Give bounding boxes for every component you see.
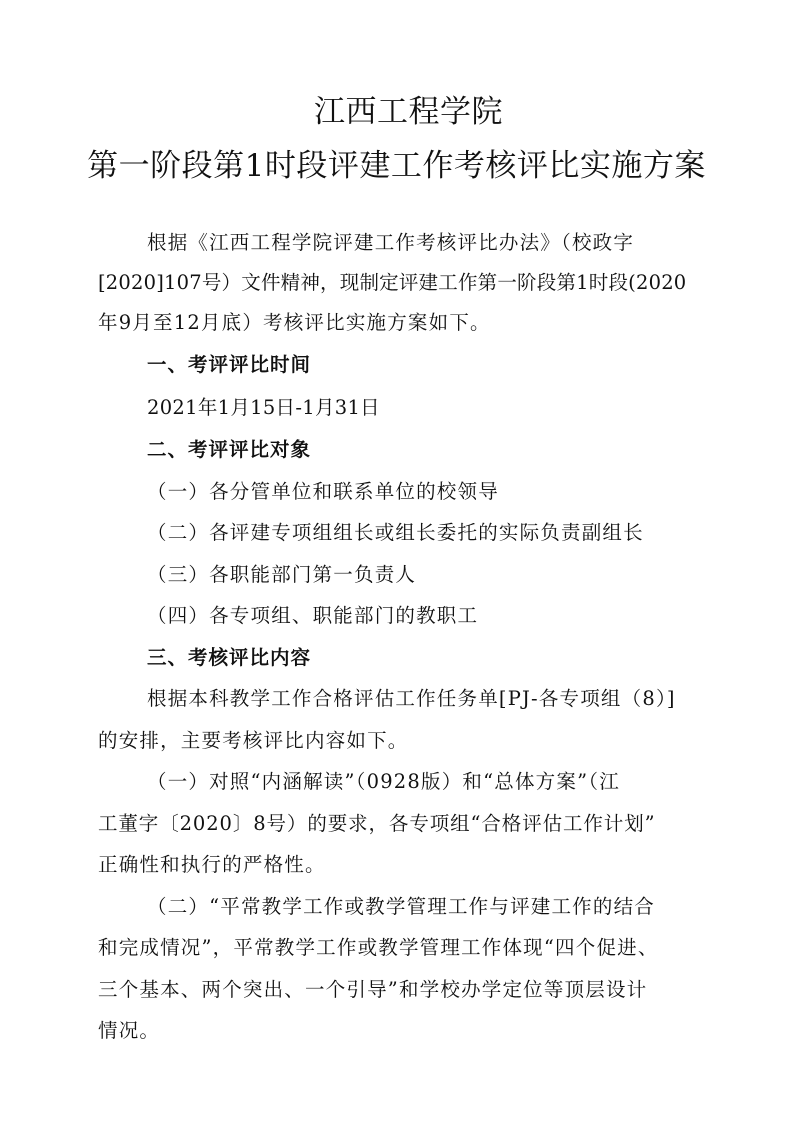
- section-3-intro-line-1: 根据本科教学工作合格评估工作任务单[PJ-各专项组（8）]: [147, 687, 676, 710]
- section-3-item-2-line-1: （二）“平常教学工作或教学管理工作与评建工作的结合: [147, 895, 655, 918]
- section-3-intro-line-2: 的安排，主要考核评比内容如下。: [98, 729, 409, 752]
- section-1-date: 2021年1月15日-1月31日: [147, 396, 380, 419]
- section-2-item-3: （三）各职能部门第一负责人: [147, 563, 417, 586]
- intro-line-2: [2020]107号）文件精神，现制定评建工作第一阶段第1时段(2020: [98, 271, 687, 294]
- document-title-institution: 江西工程学院: [314, 94, 503, 130]
- section-3-item-1-line-3: 正确性和执行的严格性。: [98, 853, 326, 876]
- section-2-item-2: （二）各评建专项组组长或组长委托的实际负责副组长: [147, 521, 644, 544]
- section-1-heading: 一、考评评比时间: [147, 353, 312, 376]
- document-title-plan: 第一阶段第1时段评建工作考核评比实施方案: [87, 148, 706, 184]
- intro-line-3: 年9月至12月底）考核评比实施方案如下。: [98, 311, 491, 334]
- section-2-heading: 二、考评评比对象: [147, 438, 312, 461]
- section-3-heading: 三、考核评比内容: [147, 646, 312, 669]
- section-3-item-2-line-3: 三个基本、两个突出、一个引导”和学校办学定位等顶层设计: [98, 978, 648, 1001]
- section-3-item-1-line-1: （一）对照“内涵解读”（0928版）和“总体方案”（江: [147, 770, 620, 793]
- section-2-item-1: （一）各分管单位和联系单位的校领导: [147, 480, 499, 503]
- section-3-item-2-line-2: 和完成情况”，平常教学工作或教学管理工作体现“四个促进、: [98, 936, 659, 959]
- section-2-item-4: （四）各专项组、职能部门的教职工: [147, 604, 479, 627]
- section-3-item-2-line-4: 情况。: [98, 1019, 161, 1042]
- intro-line-1: 根据《江西工程学院评建工作考核评比办法》（校政字: [147, 231, 635, 254]
- section-3-item-1-line-2: 工董字〔2020〕8号）的要求，各专项组“合格评估工作计划”: [98, 812, 656, 835]
